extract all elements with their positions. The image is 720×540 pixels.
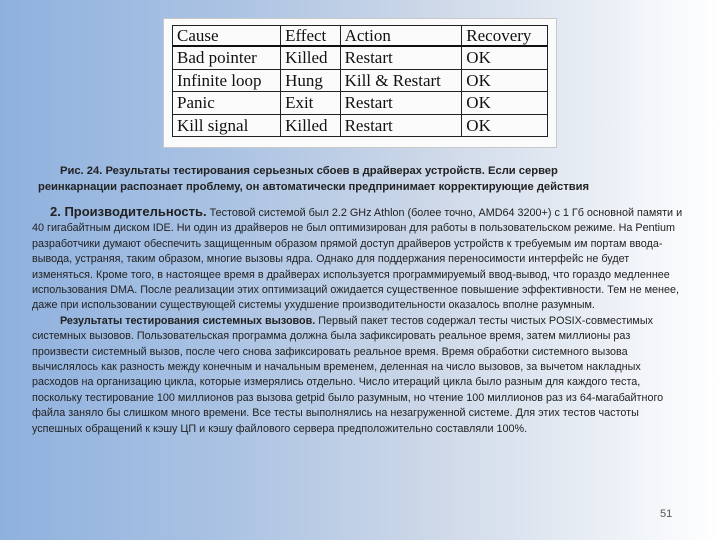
cell-recovery: OK <box>462 92 548 114</box>
paragraph-2-lead: Результаты тестирования системных вызовов. <box>60 314 316 327</box>
results-table-figure <box>163 18 557 148</box>
paragraph-1-text: Тестовой системой был 2.2 GHz Athlon (более точно, AMD64 3200+) с 1 Гб основной памяти и 40 гигабайтным диском IDE. Ни один из драйверов не был оптимизирован для работы в пользовательском режиме. На Pentium разработчики думают обеспечить защищенным образом прямой доступ драйверов устройств к требуемым им портам ввода-вывода, устраняя, таким образом, многие вызовы ядра. Однако для поддержания переносимости интерфейс не будет изменяться. Кроме того, в настоящее время в драйверах используется программируемый ввод-вывод, что гораздо медленнее использования DMA. После реализации этих оптимизаций ожидается существенное повышение эффективности. Тем не менее, даже при использовании существующей системы ухудшение производительности оказалось вполне разумным. <box>32 207 683 312</box>
paragraph-syscall-tests <box>32 314 687 437</box>
header-recovery: Recovery <box>462 26 548 47</box>
cell-recovery: OK <box>462 114 548 137</box>
header-cause: Cause <box>173 26 281 47</box>
cell-cause: Infinite loop <box>173 69 281 91</box>
results-table <box>172 25 548 137</box>
cell-effect: Killed <box>281 114 341 137</box>
section-heading: 2. Производительность. <box>50 204 207 219</box>
cell-action: Restart <box>340 114 462 137</box>
cell-cause: Kill signal <box>173 114 281 137</box>
cell-effect: Exit <box>281 92 341 114</box>
section-body <box>32 204 687 437</box>
cell-cause: Panic <box>173 92 281 114</box>
cell-effect: Killed <box>281 46 341 69</box>
caption-line-1: Рис. 24. Результаты тестирования серьезных сбоев в драйверах устройств. Если сервер <box>60 165 558 177</box>
table-row <box>173 46 548 69</box>
caption-line-2: реинкарнации распознает проблему, он автоматически предпринимает корректирующие действия <box>38 181 590 193</box>
table-header-row <box>173 26 548 47</box>
cell-effect: Hung <box>281 69 341 91</box>
page-number: 51 <box>660 508 673 520</box>
table-row <box>173 114 548 137</box>
paragraph-performance <box>32 204 687 314</box>
cell-recovery: OK <box>462 69 548 91</box>
cell-recovery: OK <box>462 46 548 69</box>
figure-caption <box>38 163 688 195</box>
cell-action: Restart <box>340 46 462 69</box>
cell-action: Restart <box>340 92 462 114</box>
header-action: Action <box>340 26 462 47</box>
header-effect: Effect <box>281 26 341 47</box>
cell-cause: Bad pointer <box>173 46 281 69</box>
table-row <box>173 92 548 114</box>
paragraph-2-text: Первый пакет тестов содержал тесты чистых POSIX-совместимых системных вызовов. Пользовательская программа должна была зафиксировать реальное время, затем миллионы раз произвести системный вызов, после чего снова зафиксировать реальное время. Время обработки системного вызова вычислялось как разность между конечным и начальным временем, деленная на число вызовов, за вычетом накладных расходов на организацию цикла, которые измерялись отдельно. Число итераций цикла было разным для каждого теста, поскольку тестирование 100 миллионов раз вызова getpid было разумным, но чтение 100 миллионов раз из 64-магабайтного файла заняло бы слишком много времени. Все тесты выполнялись на незагруженной системе. Для этих тестов частоты успешных обращений к кэшу ЦП и кэшу файлового сервера предположительно составляли 100%. <box>32 314 664 435</box>
cell-action: Kill & Restart <box>340 69 462 91</box>
table-row <box>173 69 548 91</box>
